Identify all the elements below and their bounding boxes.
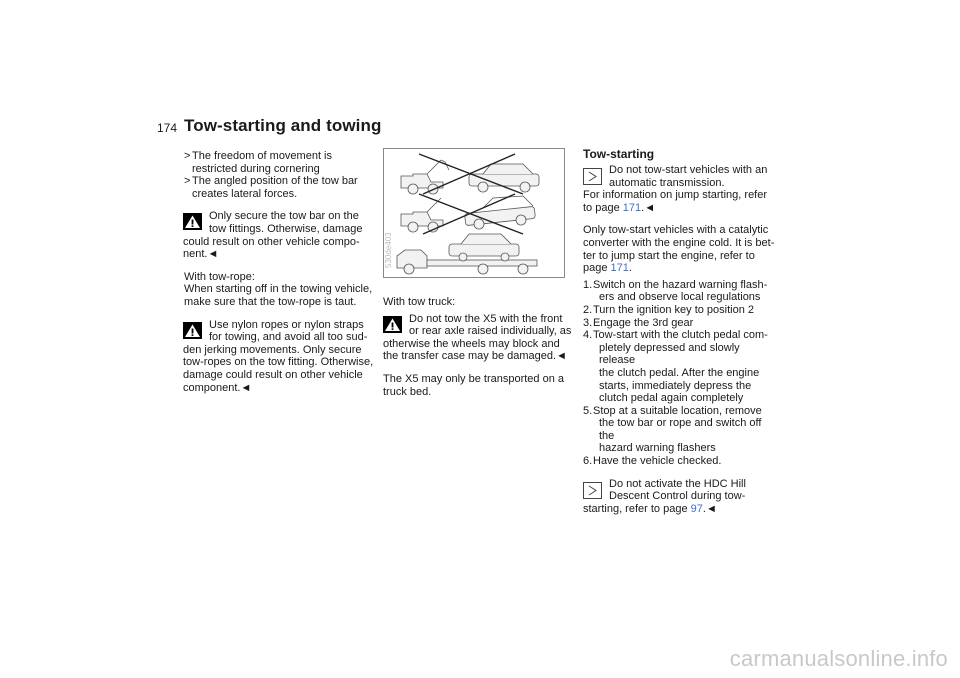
middle-column: With tow truck: Do not tow the X5 with the front or rear axle raised individually, as otherwise the wheels may block and the transfer case may be damaged.◄ The X5 may only be transported on a truck bed. — [383, 296, 572, 398]
tow-start-steps — [583, 279, 778, 468]
list-item: 5. Stop at a suitable location, remove the tow bar or rope and switch off the hazard warning flashers — [583, 404, 762, 455]
warning-notice: Do not tow the X5 with the front or rear axle raised individually, as otherwise the wheels may block and the transfer case may be damaged.◄ — [383, 312, 572, 363]
section-heading-tow-starting: Tow-starting — [583, 147, 655, 161]
note-arrow-icon — [583, 482, 602, 499]
page-link-171[interactable]: 171 — [610, 262, 629, 275]
warning-notice: Only secure the tow bar on the tow fittings. Otherwise, damage could result on other vehicle compo- nent.◄ — [183, 210, 363, 261]
tow-rope-heading: With tow-rope: — [184, 270, 255, 283]
list-item: 4. Tow-start with the clutch pedal com- pletely depressed and slowly release the clutch pedal. After the engine starts, immediately depress the clutch pedal again completely — [583, 329, 768, 405]
warning-notice: Use nylon ropes or nylon straps for towing, and avoid all too sud- den jerking movements. Only secure tow-ropes on the tow fitting. Otherwise, damage could result on other vehicle component.◄ — [183, 318, 374, 394]
page-link-97[interactable]: 97 — [690, 502, 703, 515]
figure-code: 530de403 — [384, 232, 393, 268]
site-watermark: carmanualsonline.info — [729, 646, 948, 671]
info-notice: Do not tow-start vehicles with an automatic transmission. For information on jump starting, refer to page 171.◄ — [583, 164, 768, 214]
towing-illustration — [383, 148, 565, 278]
info-notice: Do not activate the HDC Hill Descent Control during tow- starting, refer to page 97.◄ — [583, 477, 746, 515]
right-column: Do not tow-start vehicles with an automatic transmission. For information on jump starting, refer to page 171.◄ Only tow-start vehicles with a catalytic converter with the engine cold. It is bet- ter to jump start the engine, refer to page 171. 1. Switch on the hazard warning flash- ers and observe local regulations 2. Turn the ignition key to position 2 3. Engage the 3rd gear 4. Tow-start with the clutch pedal com- pletely depressed and slowly release the clutch pedal. After the engine starts, immediately depress the clutch pedal again completely 5. Stop at a suitable location, remove the tow bar or rope and switch off the hazard warning flashers 6. Have the vehicle checked. Do not activate the HDC Hill Descent Control during tow- starting, refer to page 97.◄ — [583, 164, 778, 515]
list-item: > The freedom of movement is restricted during cornering — [184, 150, 333, 175]
list-item: 3. Engage the 3rd gear — [583, 316, 694, 329]
list-item: 6. Have the vehicle checked. — [583, 455, 722, 468]
page-link-171[interactable]: 171 — [622, 201, 642, 214]
list-item: 2. Turn the ignition key to position 2 — [583, 303, 755, 316]
list-item: > The angled position of the tow bar creates lateral forces. — [184, 175, 358, 200]
warning-triangle-icon — [183, 213, 202, 230]
page-title: Tow-starting and towing — [184, 116, 382, 135]
left-column: > The freedom of movement is restricted during cornering > The angled position of the tow bar creates lateral forces. Only secure the tow bar on the tow fittings. Otherwise, damage could result on other vehicle compo- nent.◄ With tow-rope: When starting off in the towing vehicle, make sure that the tow-rope is taut. Use nylon ropes or nylon straps for towing, and avoid all too sud- den jerking movements. Only secure tow-ropes on the tow fitting. Otherwise, damage could result on other vehicle component.◄ — [183, 150, 374, 394]
tow-truck-heading: With tow truck: — [383, 296, 456, 308]
page-number: 174 — [157, 121, 178, 135]
list-item: 1. Switch on the hazard warning flash- ers and observe local regulations — [583, 278, 768, 304]
note-arrow-icon — [583, 168, 602, 185]
warning-triangle-icon — [383, 316, 402, 333]
warning-triangle-icon — [183, 322, 202, 339]
